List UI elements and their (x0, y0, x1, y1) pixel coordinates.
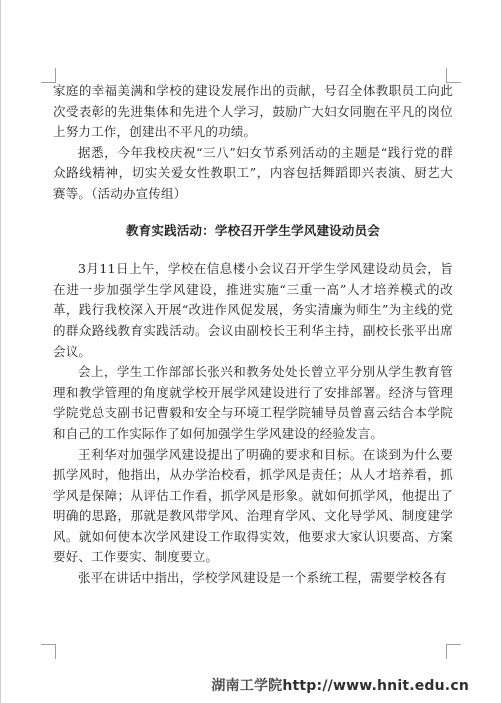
article-paragraph-2: 会上，学生工作部部长张兴和教务处处长曾立平分别从学生教育管理和教学管理的角度就学校开展学风建设进行了安排部署。经济与管理学院党总支副书记曹毅和安全与环境工程学院辅导员曾喜云结合本学院和自己的工作实际作了如何加强学生学风建设的经验发言。 (53, 364, 453, 441)
crop-mark-bottom-left (41, 644, 56, 659)
paragraph-continuation: 家庭的幸福美满和学校的建设发展作出的贡献，号召全体教职员工向此次受表彰的先进集体和先进个人学习，鼓励广大妇女同胞在平凡的岗位上努力工作，创建出不平凡的功绩。 (53, 83, 453, 140)
watermark-name: 湖南工学院 (211, 678, 283, 694)
document-body (53, 81, 453, 589)
watermark-url: http://www.hnit.edu.cn (282, 678, 469, 694)
site-watermark (211, 675, 469, 695)
paragraph-event-summary: 据悉，今年我校庆祝“三八”妇女节系列活动的主题是“践行党的群众路线精神，切实关爱女性教职工”，内容包括舞蹈即兴表演、厨艺大赛等。（活动办宣传组） (53, 144, 453, 201)
crop-mark-bottom-right (446, 644, 461, 659)
article-paragraph-3: 王利华对加强学风建设提出了明确的要求和目标。在谈到为什么要抓学风时，他指出，从办学治校看，抓学风是责任；从人才培养看，抓学风是保障；从评估工作看，抓学风是形象。就如何抓学风，他提出了明确的思路，那就是教风带学风、治理育学风、文化导学风、制度建学风。就如何使本次学风建设工作取得实效，他要求大家认识要高、方案要好、工作要实、制度要立。 (53, 446, 453, 565)
article-paragraph-1: 3月11日上午，学校在信息楼小会议召开学生学风建设动员会，旨在进一步加强学生学风建设，推进实施“三重一高”人才培养模式的改革，践行我校深入开展“改进作风促发展，务实清廉为师生”为主线的党的群众路线教育实践活动。会议由副校长王利华主持，副校长张平出席会议。 (53, 261, 453, 359)
article-headline: 教育实践活动：学校召开学生学风建设动员会 (125, 222, 380, 238)
article-paragraph-4: 张平在讲话中指出，学校学风建设是一个系统工程，需要学校各有 (78, 570, 447, 586)
